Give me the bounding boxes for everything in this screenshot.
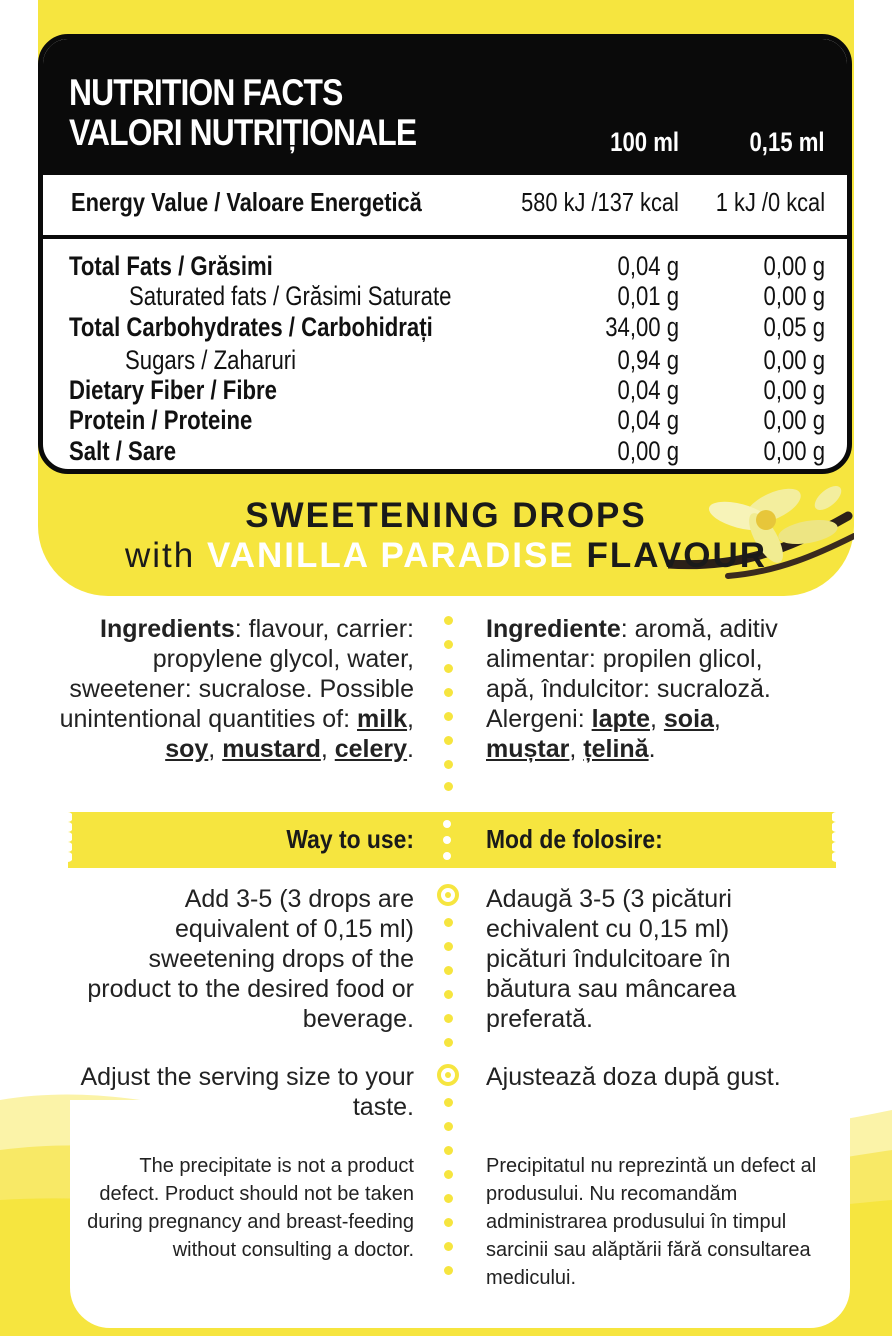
nutrient-label: Total Carbohydrates / Carbohidrați xyxy=(69,312,433,342)
usage-label-ro: Mod de folosire: xyxy=(486,824,663,854)
divider-dot xyxy=(444,712,453,721)
divider-dot xyxy=(444,688,453,697)
nutrient-value-100ml: 34,00 g xyxy=(605,312,679,342)
divider-dot xyxy=(444,782,453,791)
nutrient-label: Dietary Fiber / Fibre xyxy=(69,375,277,405)
nutrient-label: Sugars / Zaharuri xyxy=(125,345,297,375)
divider-dot xyxy=(444,736,453,745)
column-header-100ml: 100 ml xyxy=(610,127,679,157)
nutrient-value-015ml: 0,00 g xyxy=(763,375,825,405)
nutrient-row xyxy=(43,312,847,342)
divider-dot xyxy=(444,1218,453,1227)
nutrition-title-en: NUTRITION FACTS xyxy=(69,72,343,113)
column-header-015ml: 0,15 ml xyxy=(749,127,825,157)
nutrient-value-015ml: 0,00 g xyxy=(763,436,825,466)
warning-ro: Precipitatul nu reprezintă un defect al produsului. Nu recomandăm administrarea produsului în timpul sarcinii sau alăptării fără consultarea medicului. xyxy=(486,1155,817,1289)
allergen: soia xyxy=(663,705,714,733)
allergen: milk xyxy=(357,705,408,733)
divider-dot xyxy=(444,1242,453,1251)
divider-dot xyxy=(444,1146,453,1155)
nutrient-row xyxy=(43,251,847,281)
nutrient-row xyxy=(43,405,847,435)
allergen: mustard xyxy=(222,735,321,763)
nutrient-value-015ml: 0,00 g xyxy=(763,251,825,281)
divider-dot xyxy=(444,664,453,673)
nutrition-facts-table xyxy=(38,34,852,474)
allergen: lapte xyxy=(591,705,650,733)
nutrient-row xyxy=(43,345,847,375)
ingredients-ro: Ingrediente: aromă, aditiv alimentar: propilen glicol, apă, îndulcitor: sucraloză. Alergeni: lapte, soia, muștar, țelină. xyxy=(486,615,778,763)
nutrient-label: Total Fats / Grăsimi xyxy=(69,251,273,281)
nutrient-value-100ml: 0,00 g xyxy=(617,436,679,466)
divider-dot xyxy=(444,760,453,769)
band-divider xyxy=(441,818,453,862)
ingredients-ro-heading: Ingrediente xyxy=(486,615,621,643)
nutrient-value-015ml: 0,00 g xyxy=(763,281,825,311)
nutrient-value-015ml: 0,05 g xyxy=(763,312,825,342)
band-notch-left xyxy=(62,812,76,868)
divider-dot xyxy=(444,1038,453,1047)
allergen: muștar xyxy=(486,735,570,763)
product-title-line1: SWEETENING DROPS xyxy=(245,496,647,535)
usage-label-en: Way to use: xyxy=(286,824,414,854)
nutrient-value-100ml: 0,94 g xyxy=(617,345,679,375)
flavour-name: VANILLA PARADISE xyxy=(206,536,575,575)
flavour-prefix: with xyxy=(124,536,196,575)
ingredients-en-text: : flavour, carrier: propylene glycol, water, sweetener: sucralose. Possible unintentional quantities of: xyxy=(59,615,414,733)
energy-value-015ml: 1 kJ /0 kcal xyxy=(715,187,825,217)
divider-dot xyxy=(444,616,453,625)
product-title-line2 xyxy=(0,536,892,576)
ingredients-en-heading: Ingredients xyxy=(100,615,235,643)
divider-dot xyxy=(444,1170,453,1179)
nutrient-row xyxy=(43,375,847,405)
energy-value-100ml: 580 kJ /137 kcal xyxy=(521,187,679,217)
ingredients-en: Ingredients: flavour, carrier: propylene glycol, water, sweetener: sucralose. Possible unintentional quantities of: milk, soy, mustard, celery. xyxy=(59,615,414,763)
allergen: țelină xyxy=(583,735,649,763)
nutrient-value-100ml: 0,04 g xyxy=(617,251,679,281)
nutrition-title xyxy=(69,73,416,153)
usage-step1-en: Add 3-5 (3 drops are equivalent of 0,15 ml) sweetening drops of the product to the desired food or beverage. xyxy=(87,885,414,1033)
divider-dot xyxy=(444,1266,453,1275)
allergen: soy xyxy=(165,735,209,763)
energy-row xyxy=(43,175,847,239)
nutrient-row xyxy=(43,436,847,466)
divider-dot xyxy=(444,1122,453,1131)
nutrient-value-015ml: 0,00 g xyxy=(763,405,825,435)
warning-en: The precipitate is not a product defect. Product should not be taken during pregnancy and breast-feeding without consulting a doctor. xyxy=(87,1155,414,1261)
divider-dot xyxy=(444,640,453,649)
divider-dot xyxy=(444,942,453,951)
flavour-suffix: FLAVOUR xyxy=(586,536,768,575)
band-notch-right xyxy=(828,812,842,868)
divider-dot xyxy=(444,990,453,999)
usage-step1-ro: Adaugă 3-5 (3 picături echivalent cu 0,15 ml) picături îndulcitoare în băutura sau mâncarea preferată. xyxy=(486,885,737,1033)
nutrient-row xyxy=(43,281,847,311)
nutrition-header xyxy=(43,39,847,175)
nutrient-value-100ml: 0,01 g xyxy=(617,281,679,311)
divider-dot xyxy=(444,966,453,975)
divider-dot xyxy=(444,1014,453,1023)
nutrient-value-100ml: 0,04 g xyxy=(617,405,679,435)
nutrition-title-ro: VALORI NUTRIȚIONALE xyxy=(69,112,417,153)
bullet-ring-icon xyxy=(437,884,459,906)
nutrient-label: Salt / Sare xyxy=(69,436,177,466)
usage-step2-en: Adjust the serving size to your taste. xyxy=(80,1063,414,1121)
nutrient-value-100ml: 0,04 g xyxy=(617,375,679,405)
nutrient-label: Protein / Proteine xyxy=(69,405,253,435)
ingredients-ro-text: : aromă, aditiv alimentar: propilen glicol, apă, îndulcitor: sucraloză. Alergeni: xyxy=(486,615,778,733)
nutrient-label: Saturated fats / Grăsimi Saturate xyxy=(129,281,452,311)
divider-dot xyxy=(444,1194,453,1203)
energy-label: Energy Value / Valoare Energetică xyxy=(71,187,422,217)
divider-dot xyxy=(444,918,453,927)
divider-dot xyxy=(444,1098,453,1107)
allergen: celery xyxy=(334,735,408,763)
usage-step2-ro: Ajustează doza după gust. xyxy=(486,1063,781,1091)
nutrient-value-015ml: 0,00 g xyxy=(763,345,825,375)
bullet-ring-icon xyxy=(437,1064,459,1086)
